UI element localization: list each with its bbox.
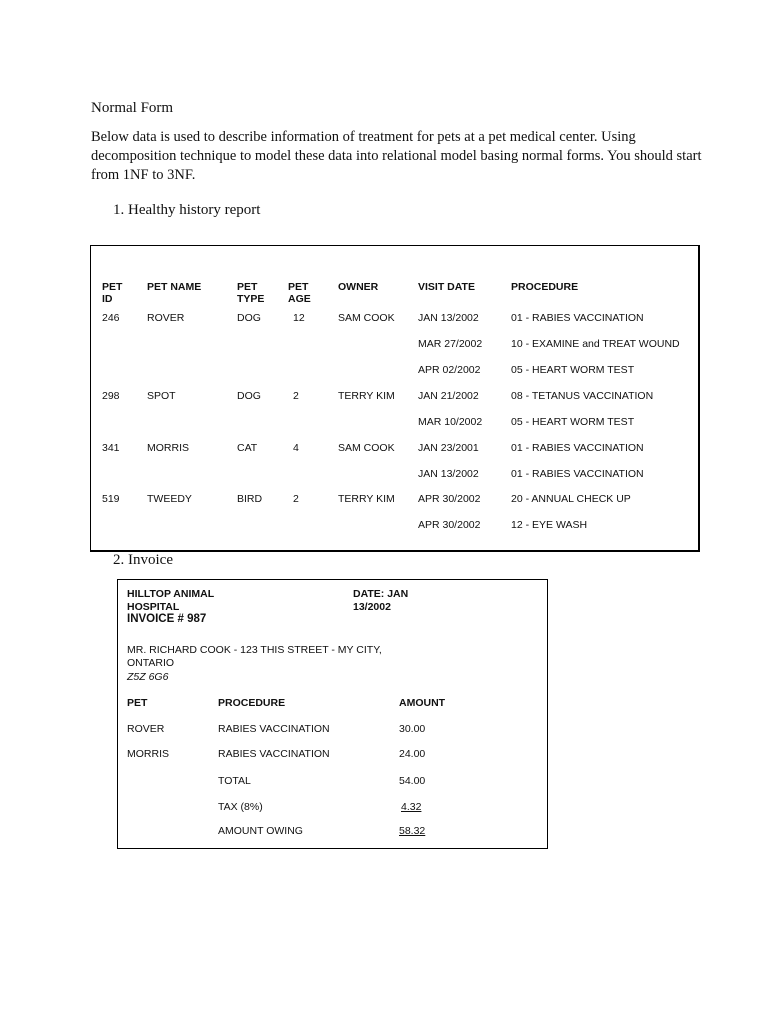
invoice-item-amount: 24.00: [399, 748, 426, 760]
cell-pet-type: DOG: [237, 312, 261, 324]
invoice-item-procedure: RABIES VACCINATION: [218, 748, 330, 760]
invoice-tax-value: 4.32: [401, 801, 422, 813]
section-title-history: 1. Healthy history report: [113, 202, 261, 218]
invoice-header-amount: AMOUNT: [399, 697, 446, 709]
invoice-item-procedure: RABIES VACCINATION: [218, 723, 330, 735]
cell-procedure: 12 - EYE WASH: [511, 519, 588, 531]
intro-paragraph: Below data is used to describe information of treatment for pets at a pet medical center. Using decomposition technique to model these data into relational model basing normal forms. You should start from 1NF to 3NF.: [91, 129, 702, 183]
invoice-hospital-name: HILLTOP ANIMAL HOSPITAL: [127, 588, 215, 613]
cell-pet-age: 2: [293, 493, 299, 505]
header-pet-age: PET AGE: [288, 281, 311, 305]
invoice-header-pet: PET: [127, 697, 148, 709]
header-pet-name: PET NAME: [147, 281, 202, 293]
invoice-postal-code: Z5Z 6G6: [127, 671, 169, 683]
invoice-item-amount: 30.00: [399, 723, 426, 735]
cell-visit-date: MAR 10/2002: [418, 416, 483, 428]
invoice-item-pet: MORRIS: [127, 748, 169, 760]
cell-procedure: 01 - RABIES VACCINATION: [511, 468, 644, 480]
cell-pet-name: ROVER: [147, 312, 185, 324]
cell-pet-id: 246: [102, 312, 120, 324]
header-owner: OWNER: [338, 281, 379, 293]
cell-visit-date: JAN 13/2002: [418, 312, 479, 324]
cell-pet-age: 12: [293, 312, 305, 324]
cell-visit-date: JAN 21/2002: [418, 390, 479, 402]
cell-procedure: 01 - RABIES VACCINATION: [511, 442, 644, 454]
cell-owner: TERRY KIM: [338, 390, 395, 402]
invoice-header-procedure: PROCEDURE: [218, 697, 286, 709]
header-procedure: PROCEDURE: [511, 281, 579, 293]
cell-pet-name: MORRIS: [147, 442, 189, 454]
cell-visit-date: APR 30/2002: [418, 519, 481, 531]
cell-visit-date: MAR 27/2002: [418, 338, 483, 350]
document-heading: Normal Form: [91, 100, 174, 116]
invoice-address: MR. RICHARD COOK - 123 THIS STREET - MY CITY, ONTARIO Z5Z 6G6: [127, 644, 382, 683]
cell-visit-date: APR 30/2002: [418, 493, 481, 505]
cell-pet-id: 298: [102, 390, 120, 402]
cell-procedure: 01 - RABIES VACCINATION: [511, 312, 644, 324]
cell-pet-age: 4: [293, 442, 299, 454]
cell-owner: TERRY KIM: [338, 493, 395, 505]
invoice-date: DATE: JAN 13/2002: [353, 588, 409, 613]
header-visit-date: VISIT DATE: [418, 281, 475, 293]
cell-pet-name: TWEEDY: [147, 493, 192, 505]
cell-pet-type: BIRD: [237, 493, 263, 505]
invoice-item-pet: ROVER: [127, 723, 165, 735]
invoice-number: INVOICE # 987: [127, 613, 207, 625]
invoice-total-label: TOTAL: [218, 775, 251, 787]
cell-pet-id: 519: [102, 493, 120, 505]
cell-visit-date: JAN 13/2002: [418, 468, 479, 480]
cell-pet-name: SPOT: [147, 390, 176, 402]
invoice-tax-label: TAX (8%): [218, 801, 263, 813]
cell-owner: SAM COOK: [338, 312, 395, 324]
cell-pet-type: DOG: [237, 390, 261, 402]
header-pet-id: PET ID: [102, 281, 123, 305]
cell-visit-date: APR 02/2002: [418, 364, 481, 376]
cell-visit-date: JAN 23/2001: [418, 442, 479, 454]
cell-procedure: 08 - TETANUS VACCINATION: [511, 390, 654, 402]
cell-pet-id: 341: [102, 442, 120, 454]
cell-pet-age: 2: [293, 390, 299, 402]
cell-pet-type: CAT: [237, 442, 258, 454]
section-title-invoice: 2. Invoice: [113, 552, 173, 568]
cell-procedure: 10 - EXAMINE and TREAT WOUND: [511, 338, 680, 350]
cell-procedure: 05 - HEART WORM TEST: [511, 416, 635, 428]
cell-procedure: 05 - HEART WORM TEST: [511, 364, 635, 376]
cell-procedure: 20 - ANNUAL CHECK UP: [511, 493, 631, 505]
header-pet-type: PET TYPE: [237, 281, 265, 305]
cell-owner: SAM COOK: [338, 442, 395, 454]
invoice-owing-value: 58.32: [399, 825, 426, 837]
invoice-total-value: 54.00: [399, 775, 426, 787]
invoice-owing-label: AMOUNT OWING: [218, 825, 303, 837]
